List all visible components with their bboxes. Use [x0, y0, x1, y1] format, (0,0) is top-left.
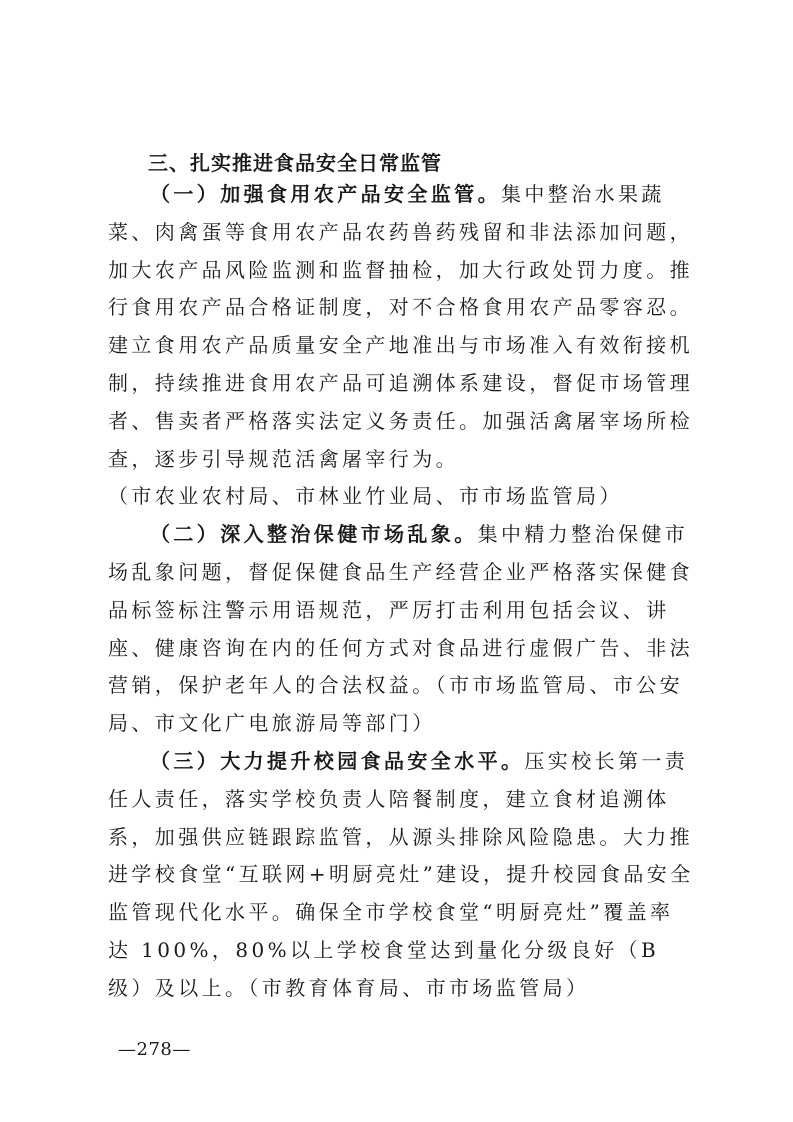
section-heading: 三、扎实推进食品安全日常监管	[148, 151, 442, 175]
item-2-body: 集中精力整治保健市场乱象问题，督促保健食品生产经营企业严格落实保健食品标签标注警示用语规范，严厉打击利用包括会议、讲座、健康咨询在内的任何方式对食品进行虚假广告、非法营销，保护老年人的合法权益。	[108, 522, 693, 698]
paragraph-item-3	[108, 743, 694, 1008]
item-1-body: 集中整治水果蔬菜、肉禽蛋等食用农产品农药兽药残留和非法添加问题，加大农产品风险监测和监督抽检，加大行政处罚力度。推行食用农产品合格证制度，对不合格食用农产品零容忍。建立食用农产品质量安全产地准出与市场准入有效衔接机制，持续推进食用农产品可追溯体系建设，督促市场管理者、售卖者严格落实法定义务责任。加强活禽屠宰场所检查，逐步引导规范活禽屠宰行为。	[108, 182, 693, 471]
item-1-agencies: （市农业农村局、市林业竹业局、市市场监管局）	[108, 484, 623, 509]
paragraph-item-1	[108, 176, 694, 516]
page-number: —278—	[118, 1039, 191, 1060]
paragraph-item-2	[108, 516, 694, 743]
document-body	[108, 176, 694, 1008]
item-2-agencies: （市市场监管局、市公安局、市文化广电旅游局等部门）	[108, 673, 684, 736]
item-3-agencies: （市教育体育局、市市场监管局）	[248, 975, 590, 1000]
item-3-title: （三）大力提升校园食品安全水平。	[150, 748, 525, 773]
item-3-body: 压实校长第一责任人责任，落实学校负责人陪餐制度，建立食材追溯体系，加强供应链跟踪监管，从源头排除风险隐患。大力推进学校食堂“互联网+明厨亮灶”建设，提升校园食品安全监管现代化水平。确保全市学校食堂“明厨亮灶”覆盖率达 100%，80%以上学校食堂达到量化分级良好（B 级）及以上。	[108, 748, 694, 1000]
item-2-title: （二）深入整治保健市场乱象。	[150, 522, 478, 547]
item-1-title: （一）加强食用农产品安全监管。	[150, 182, 501, 206]
